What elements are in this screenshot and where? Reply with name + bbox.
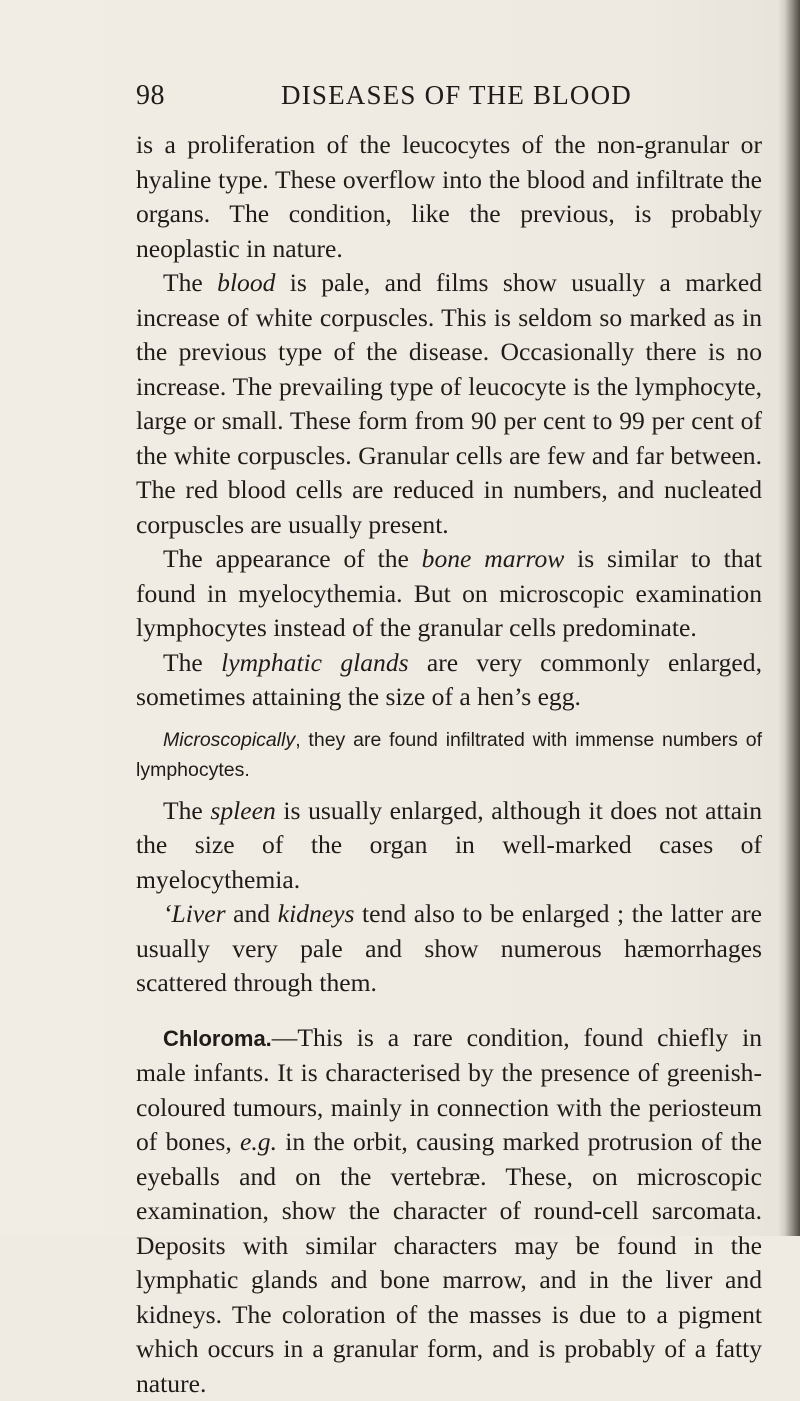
paragraph-text: is pale, and films show usually a marked increase of white corpuscles. This is seldom so marked as in the previous type of the disease. Occasionally there is no increase. The prevailing type of leucocyte is the lymphocyte, large or small. These form from 90 per cent to 99 per cent of the white corpuscles. Granular cells are few and far between. The red blood cells are reduced in numbers, and nucleated corpuscles are usually present. bbox=[136, 268, 762, 539]
heading-chloroma: Chloroma. bbox=[163, 1026, 272, 1051]
paragraph-continuation bbox=[136, 128, 762, 266]
term-kidneys: kidneys bbox=[278, 899, 355, 928]
running-title: DISEASES OF THE BLOOD bbox=[281, 80, 632, 111]
paragraph-lead: The appearance of the bbox=[163, 544, 422, 573]
paragraph-lead: The bbox=[163, 796, 210, 825]
term-blood: blood bbox=[217, 268, 275, 297]
page-header bbox=[136, 80, 776, 120]
paragraph-blood bbox=[136, 266, 762, 542]
paragraph-text: , they are found infiltrated with immense numbers of lymphocytes. bbox=[136, 729, 762, 781]
paragraph-connector: and bbox=[226, 899, 278, 928]
paragraph-spleen bbox=[136, 794, 762, 898]
term-microscopically: Microscopically bbox=[163, 729, 295, 751]
paragraph-lead: The bbox=[163, 648, 221, 677]
paragraph-text: is usually enlarged, although it does not attain the size of the organ in well-marked cases of myelocythemia. bbox=[136, 796, 762, 894]
paragraph-text: in the orbit, causing marked protrusion of the eyeballs and on the vertebræ. These, on microscopic examination, show the character of round-cell sarcomata. Deposits with similar characters may be found in the lymphatic glands and bone marrow, and in the liver and kidneys. The coloration of the masses is due to a pigment which occurs in a granular form, and is probably of a fatty nature. bbox=[136, 1127, 762, 1398]
paragraph-text: tend also to be enlarged ; the latter are usually very pale and show numerous hæmorrhages scattered through them. bbox=[136, 899, 762, 997]
term-lymphatic-glands: lymphatic glands bbox=[221, 648, 408, 677]
paragraph-text: —This is a rare condition, found chiefly in male infants. It is characterised by the presence of greenish-coloured tumours, mainly in connection with the periosteum of bones, bbox=[136, 1023, 762, 1157]
term-liver: ‘Liver bbox=[163, 899, 226, 928]
page-number: 98 bbox=[136, 80, 165, 112]
term-bone-marrow: bone marrow bbox=[422, 544, 565, 573]
page-edge-shadow bbox=[778, 0, 800, 1236]
paragraph-lymphatic-glands bbox=[136, 646, 762, 715]
paragraph-bone-marrow bbox=[136, 542, 762, 646]
paragraph-liver-kidneys bbox=[136, 897, 762, 1001]
body-text bbox=[136, 128, 762, 1401]
paragraph-chloroma bbox=[136, 1021, 762, 1401]
paragraph-text: is similar to that found in myelocythemia. But on microscopic examination lymphocytes instead of the granular cells predominate. bbox=[136, 544, 762, 642]
paragraph-microscopically bbox=[136, 725, 762, 785]
paragraph-lead: The bbox=[163, 268, 217, 297]
paragraph-text: are very commonly enlarged, sometimes attaining the size of a hen’s egg. bbox=[136, 648, 762, 712]
term-spleen: spleen bbox=[210, 796, 275, 825]
paragraph-text: is a proliferation of the leucocytes of the non-granular or hyaline type. These overflow into the blood and infiltrate the organs. The condition, like the previous, is probably neoplastic in nature. bbox=[136, 130, 762, 263]
abbreviation-eg: e.g. bbox=[240, 1127, 277, 1156]
